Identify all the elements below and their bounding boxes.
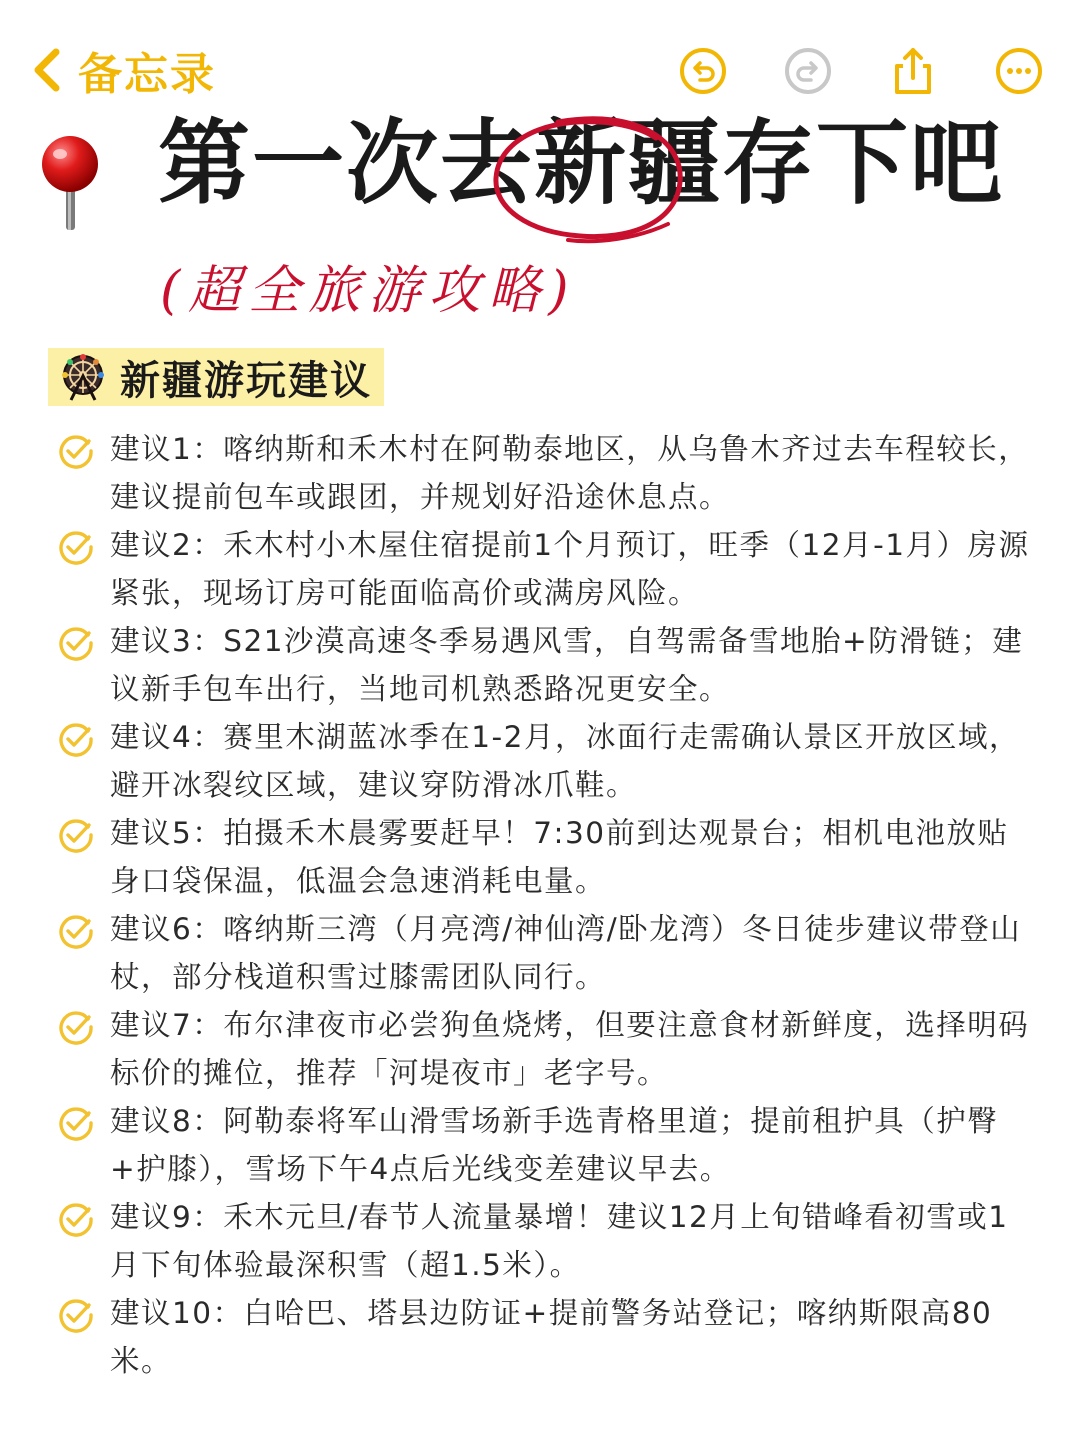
tip-text: 建议7：布尔津夜市必尝狗鱼烧烤，但要注意食材新鲜度，选择明码标价的摊位，推荐「河堤夜市」老字号。 xyxy=(110,1008,1030,1090)
ferris-wheel-icon xyxy=(58,352,108,402)
tip-text: 建议6：喀纳斯三湾（月亮湾/神仙湾/卧龙湾）冬日徒步建议带登山杖，部分栈道积雪过膝需团队同行。 xyxy=(110,912,1022,994)
check-circle-icon xyxy=(58,1009,94,1045)
back-label: 备忘录 xyxy=(78,49,216,100)
tip-text: 建议5：拍摄禾木晨雾要赶早！7:30前到达观景台；相机电池放贴身口袋保温，低温会急速消耗电量。 xyxy=(110,816,1009,898)
list-item xyxy=(58,1097,1038,1193)
list-item xyxy=(58,713,1038,809)
check-circle-icon xyxy=(58,1105,94,1141)
section-title: 新疆游玩建议 xyxy=(120,357,372,404)
check-circle-icon xyxy=(58,721,94,757)
tip-text: 建议9：禾木元旦/春节人流量暴增！建议12月上旬错峰看初雪或1月下旬体验最深积雪（超1.5米）。 xyxy=(110,1200,1009,1282)
back-button[interactable] xyxy=(30,42,216,98)
page-subtitle: (超全旅游攻略) xyxy=(160,261,577,321)
back-chevron-icon xyxy=(30,46,64,94)
tip-text: 建议2：禾木村小木屋住宿提前1个月预订，旺季（12月-1月）房源紧张，现场订房可能面临高价或满房风险。 xyxy=(110,528,1030,610)
page-title: 第一次去新疆存下吧 xyxy=(158,110,1005,217)
list-item xyxy=(58,1001,1038,1097)
share-button[interactable] xyxy=(888,46,938,96)
list-item xyxy=(58,617,1038,713)
check-circle-icon xyxy=(58,817,94,853)
list-item xyxy=(58,1193,1038,1289)
tips-list xyxy=(58,425,1038,1385)
list-item xyxy=(58,521,1038,617)
tip-text: 建议4：赛里木湖蓝冰季在1-2月，冰面行走需确认景区开放区域，避开冰裂纹区域，建议穿防滑冰爪鞋。 xyxy=(110,720,1020,802)
redo-icon xyxy=(783,46,833,96)
list-item xyxy=(58,905,1038,1001)
section-header xyxy=(48,348,384,406)
list-item xyxy=(58,809,1038,905)
undo-button[interactable] xyxy=(678,46,728,96)
check-circle-icon xyxy=(58,529,94,565)
tip-text: 建议1：喀纳斯和禾木村在阿勒泰地区，从乌鲁木齐过去车程较长，建议提前包车或跟团，并规划好沿途休息点。 xyxy=(110,432,1030,514)
check-circle-icon xyxy=(58,433,94,469)
list-item xyxy=(58,425,1038,521)
check-circle-icon xyxy=(58,625,94,661)
list-item xyxy=(58,1289,1038,1385)
undo-icon xyxy=(678,46,728,96)
check-circle-icon xyxy=(58,1297,94,1333)
check-circle-icon xyxy=(58,1201,94,1237)
tip-text: 建议10：白哈巴、塔县边防证+提前警务站登记；喀纳斯限高80米。 xyxy=(110,1296,993,1378)
more-button[interactable] xyxy=(994,46,1044,96)
redo-button[interactable] xyxy=(783,46,833,96)
check-circle-icon xyxy=(58,913,94,949)
share-icon xyxy=(888,46,938,96)
tip-text: 建议3：S21沙漠高速冬季易遇风雪，自驾需备雪地胎+防滑链；建议新手包车出行，当地司机熟悉路况更安全。 xyxy=(110,624,1024,706)
more-icon xyxy=(994,46,1044,96)
round-pushpin-icon xyxy=(32,132,112,242)
tip-text: 建议8：阿勒泰将军山滑雪场新手选青格里道；提前租护具（护臀+护膝），雪场下午4点后光线变差建议早去。 xyxy=(110,1104,999,1186)
